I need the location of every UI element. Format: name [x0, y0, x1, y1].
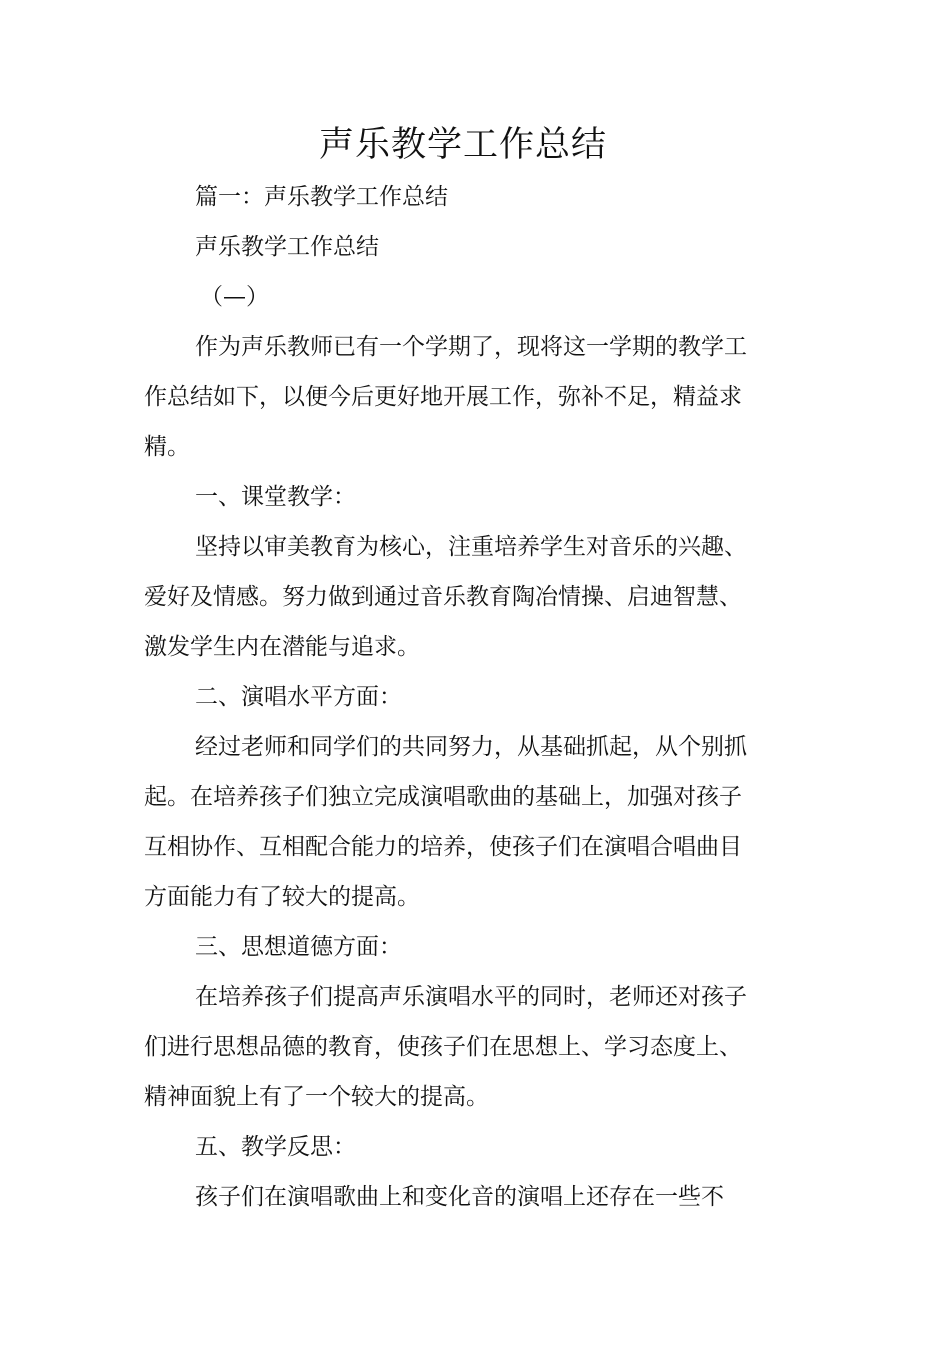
paragraph: 在培养孩子们提高声乐演唱水平的同时，老师还对孩子们进行思想品德的教育，使孩子们在思想上、学习态度上、精神面貌上有了一个较大的提高。 — [144, 984, 747, 1110]
document-body — [144, 172, 750, 1222]
page-title: 声乐教学工作总结 — [318, 125, 607, 165]
section-heading: 三、思想道德方面： — [195, 934, 402, 960]
part-number: （—） — [200, 284, 269, 310]
section-heading: 五、教学反思： — [195, 1134, 356, 1160]
paragraph: 经过老师和同学们的共同努力，从基础抓起，从个别抓起。在培养孩子们独立完成演唱歌曲的基础上，加强对孩子互相协作、互相配合能力的培养，使孩子们在演唱合唱曲目方面能力有了较大的提高。 — [144, 734, 747, 910]
paragraph: 坚持以审美教育为核心，注重培养学生对音乐的兴趣、爱好及情感。努力做到通过音乐教育陶冶情操、启迪智慧、激发学生内在潜能与追求。 — [144, 534, 747, 660]
subtitle: 声乐教学工作总结 — [195, 234, 379, 260]
section-heading: 一、课堂教学： — [195, 484, 356, 510]
section-heading: 二、演唱水平方面： — [195, 684, 402, 710]
section-heading: 篇一：声乐教学工作总结 — [195, 184, 448, 210]
paragraph: 作为声乐教师已有一个学期了，现将这一学期的教学工作总结如下，以便今后更好地开展工作，弥补不足，精益求精。 — [144, 334, 747, 460]
paragraph: 孩子们在演唱歌曲上和变化音的演唱上还存在一些不 — [195, 1184, 724, 1210]
